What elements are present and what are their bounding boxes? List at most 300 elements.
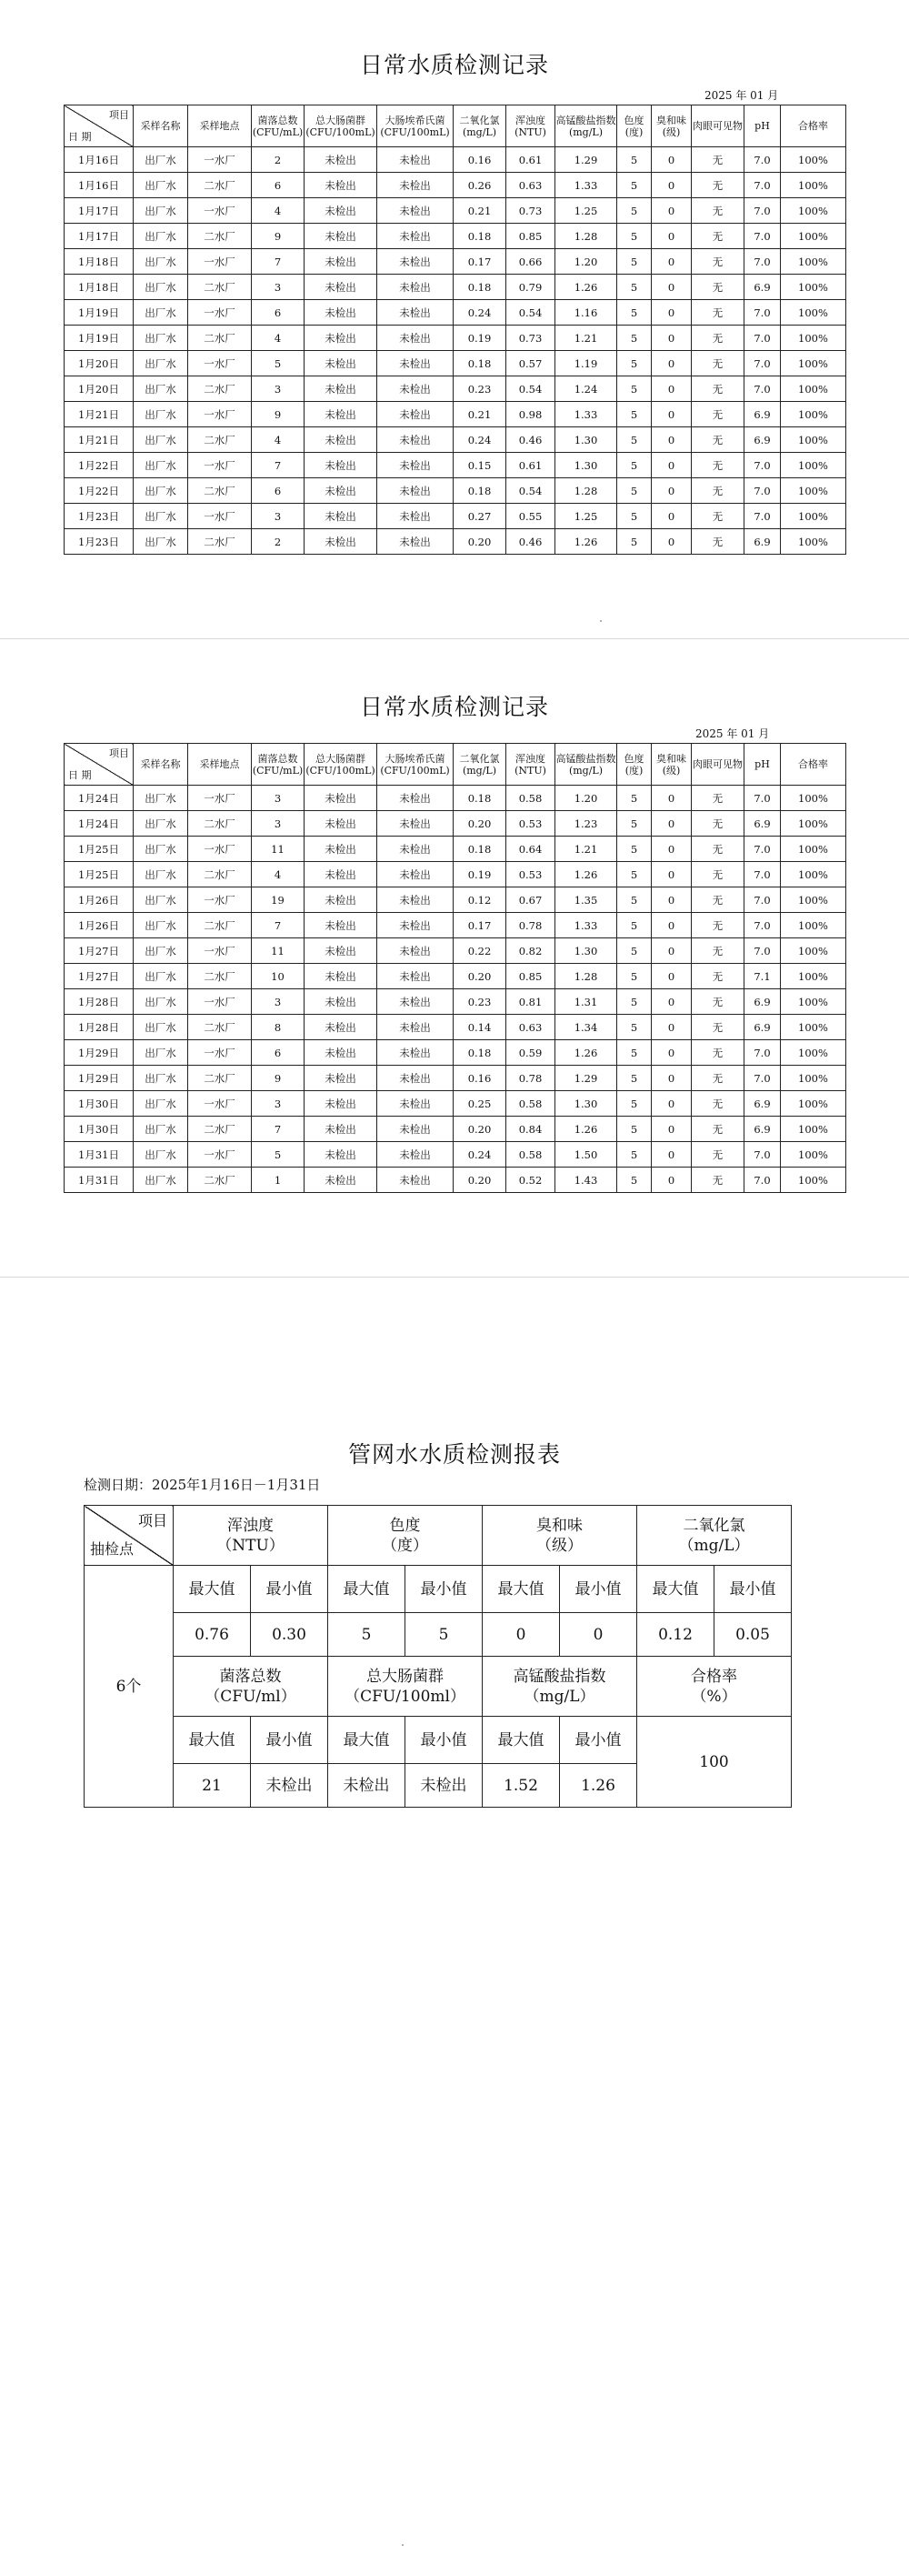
table-cell: 0.22 xyxy=(454,938,506,964)
table-cell: 1.23 xyxy=(555,811,617,837)
table-cell: 0.18 xyxy=(454,1040,506,1066)
table-row xyxy=(65,427,846,453)
table-cell: 0.78 xyxy=(506,913,555,938)
table-cell: 0 xyxy=(652,1091,692,1117)
table-cell: 无 xyxy=(692,478,744,504)
table-cell: 一水厂 xyxy=(188,402,252,427)
table-cell: 无 xyxy=(692,887,744,913)
table-cell: 5 xyxy=(617,811,652,837)
table-cell: 未检出 xyxy=(377,862,454,887)
table-cell: 0 xyxy=(652,1066,692,1091)
table-cell: 未检出 xyxy=(305,1117,377,1142)
corner-header-bottom: 日 期 xyxy=(68,131,92,143)
table-cell: 6.9 xyxy=(744,402,781,427)
table-cell: 二水厂 xyxy=(188,478,252,504)
table-cell: 0.57 xyxy=(506,351,555,376)
table-cell: 0.53 xyxy=(506,811,555,837)
table-cell: 5 xyxy=(617,1117,652,1142)
table-cell: 0 xyxy=(652,402,692,427)
table-row xyxy=(65,453,846,478)
table-cell: 二水厂 xyxy=(188,964,252,989)
table-cell: 0.63 xyxy=(506,173,555,198)
table-cell: 0.27 xyxy=(454,504,506,529)
table-row xyxy=(65,1142,846,1168)
table-cell: 未检出 xyxy=(305,326,377,351)
table-cell: 7.0 xyxy=(744,938,781,964)
column-header: 高锰酸盐指数(mg/L) xyxy=(555,744,617,786)
table-cell: 二水厂 xyxy=(188,173,252,198)
column-header: 高锰酸盐指数(mg/L) xyxy=(555,105,617,147)
table-cell: 一水厂 xyxy=(188,1142,252,1168)
table-cell: 未检出 xyxy=(305,989,377,1015)
summary-group-header: 浑浊度 （NTU） xyxy=(174,1506,328,1566)
table-cell: 未检出 xyxy=(377,173,454,198)
table-cell: 0.46 xyxy=(506,427,555,453)
table-cell: 4 xyxy=(252,326,305,351)
table-cell: 100% xyxy=(781,837,846,862)
table-cell: 无 xyxy=(692,427,744,453)
table-cell: 100% xyxy=(781,504,846,529)
table-cell: 一水厂 xyxy=(188,837,252,862)
min-label: 最小值 xyxy=(560,1566,637,1613)
table-cell: 0.79 xyxy=(506,275,555,300)
table-cell: 100% xyxy=(781,786,846,811)
column-header: 二氧化氯(mg/L) xyxy=(454,744,506,786)
table-cell: 无 xyxy=(692,529,744,555)
table-cell: 未检出 xyxy=(377,1117,454,1142)
table-cell: 无 xyxy=(692,402,744,427)
table-cell: 1.19 xyxy=(555,351,617,376)
table-cell: 3 xyxy=(252,275,305,300)
table-cell: 出厂水 xyxy=(134,1066,188,1091)
table-cell: 1.16 xyxy=(555,300,617,326)
table-cell: 0.21 xyxy=(454,402,506,427)
table-row xyxy=(65,249,846,275)
table-cell: 5 xyxy=(617,427,652,453)
table-cell: 0 xyxy=(652,1142,692,1168)
table-cell: 出厂水 xyxy=(134,1040,188,1066)
table-cell: 6.9 xyxy=(744,529,781,555)
column-header: 浑浊度(NTU) xyxy=(506,744,555,786)
table-cell: 0.84 xyxy=(506,1117,555,1142)
table-cell: 0.85 xyxy=(506,964,555,989)
summary-group-header: 菌落总数 （CFU/ml） xyxy=(174,1657,328,1717)
table-cell: 7.0 xyxy=(744,173,781,198)
column-header: 大肠埃希氏菌(CFU/100mL) xyxy=(377,105,454,147)
table-cell: 未检出 xyxy=(377,478,454,504)
table-cell: 0.20 xyxy=(454,529,506,555)
table-cell: 未检出 xyxy=(377,147,454,173)
table-row xyxy=(65,198,846,224)
summary-point-count: 6个 xyxy=(85,1566,174,1808)
table-cell: 1.26 xyxy=(555,275,617,300)
table-cell: 5 xyxy=(617,1015,652,1040)
max-label: 最大值 xyxy=(174,1566,251,1613)
table-cell: 0.58 xyxy=(506,1142,555,1168)
table-cell: 5 xyxy=(617,1066,652,1091)
table-cell: 二水厂 xyxy=(188,1066,252,1091)
table-cell: 100% xyxy=(781,1066,846,1091)
min-label: 最小值 xyxy=(560,1717,637,1764)
table-cell: 0.25 xyxy=(454,1091,506,1117)
table-cell: 出厂水 xyxy=(134,1117,188,1142)
table-cell: 6 xyxy=(252,300,305,326)
table-row xyxy=(65,786,846,811)
table-cell: 出厂水 xyxy=(134,913,188,938)
table-cell: 出厂水 xyxy=(134,275,188,300)
column-header: 总大肠菌群(CFU/100mL) xyxy=(305,744,377,786)
table-cell: 0 xyxy=(652,529,692,555)
table-cell: 6.9 xyxy=(744,1091,781,1117)
table-cell: 未检出 xyxy=(377,224,454,249)
record-date-note-1: 2025 年 01 月 xyxy=(704,89,779,102)
table-cell: 二水厂 xyxy=(188,529,252,555)
table-cell: 0.64 xyxy=(506,837,555,862)
table-cell: 5 xyxy=(617,837,652,862)
table-cell: 5 xyxy=(617,529,652,555)
table-cell: 0 xyxy=(652,811,692,837)
column-header: 采样名称 xyxy=(134,105,188,147)
table-cell: 0.63 xyxy=(506,1015,555,1040)
table-cell: 5 xyxy=(617,862,652,887)
table-cell: 无 xyxy=(692,862,744,887)
table-cell: 6.9 xyxy=(744,1015,781,1040)
table-cell: 100% xyxy=(781,887,846,913)
table-cell: 0.20 xyxy=(454,964,506,989)
table-cell: 5 xyxy=(617,913,652,938)
min-label: 最小值 xyxy=(405,1566,483,1613)
table-cell: 未检出 xyxy=(305,938,377,964)
table-cell: 未检出 xyxy=(377,427,454,453)
table-cell: 无 xyxy=(692,504,744,529)
table-cell: 100% xyxy=(781,402,846,427)
summary-pass-rate-value: 100 xyxy=(637,1717,792,1808)
table-cell: 未检出 xyxy=(377,504,454,529)
table-cell: 无 xyxy=(692,989,744,1015)
column-header: 臭和味(级) xyxy=(652,744,692,786)
table-cell: 0 xyxy=(652,989,692,1015)
table-row xyxy=(65,504,846,529)
table-cell: 二水厂 xyxy=(188,862,252,887)
table-cell: 0.23 xyxy=(454,376,506,402)
date-cell: 1月29日 xyxy=(65,1066,134,1091)
summary-group-header: 总大肠菌群 （CFU/100ml） xyxy=(328,1657,483,1717)
table-cell: 5 xyxy=(252,351,305,376)
table-cell: 一水厂 xyxy=(188,504,252,529)
table-cell: 6.9 xyxy=(744,989,781,1015)
table-cell: 出厂水 xyxy=(134,964,188,989)
table-cell: 1.29 xyxy=(555,147,617,173)
table-cell: 未检出 xyxy=(377,198,454,224)
table-cell: 未检出 xyxy=(305,275,377,300)
table-cell: 100% xyxy=(781,427,846,453)
table-cell: 出厂水 xyxy=(134,147,188,173)
table-cell: 7.0 xyxy=(744,786,781,811)
summary-corner-top: 项目 xyxy=(137,1512,167,1529)
table-cell: 无 xyxy=(692,300,744,326)
summary-value: 0 xyxy=(483,1613,560,1657)
table-cell: 二水厂 xyxy=(188,275,252,300)
table-cell: 7 xyxy=(252,913,305,938)
table-cell: 7.0 xyxy=(744,376,781,402)
table-row xyxy=(65,402,846,427)
table-cell: 未检出 xyxy=(305,786,377,811)
table-cell: 3 xyxy=(252,811,305,837)
table-cell: 5 xyxy=(617,989,652,1015)
date-cell: 1月29日 xyxy=(65,1040,134,1066)
table-cell: 1.33 xyxy=(555,402,617,427)
date-cell: 1月27日 xyxy=(65,964,134,989)
column-header: 肉眼可见物 xyxy=(692,744,744,786)
table-cell: 4 xyxy=(252,862,305,887)
min-label: 最小值 xyxy=(251,1566,328,1613)
summary-table xyxy=(84,1505,792,1808)
table-row xyxy=(65,938,846,964)
table-cell: 5 xyxy=(617,326,652,351)
table-cell: 二水厂 xyxy=(188,326,252,351)
table-cell: 100% xyxy=(781,1168,846,1193)
table-cell: 1.35 xyxy=(555,887,617,913)
table-cell: 一水厂 xyxy=(188,1091,252,1117)
table-cell: 9 xyxy=(252,224,305,249)
table-cell: 未检出 xyxy=(305,887,377,913)
table-cell: 0.73 xyxy=(506,326,555,351)
table-cell: 0.54 xyxy=(506,300,555,326)
table-cell: 0.53 xyxy=(506,862,555,887)
table-cell: 0.20 xyxy=(454,811,506,837)
table-cell: 未检出 xyxy=(305,837,377,862)
table-cell: 一水厂 xyxy=(188,249,252,275)
table-cell: 0 xyxy=(652,147,692,173)
table-cell: 6.9 xyxy=(744,427,781,453)
table-cell: 1.26 xyxy=(555,529,617,555)
table-cell: 无 xyxy=(692,837,744,862)
table-cell: 4 xyxy=(252,198,305,224)
table-cell: 0 xyxy=(652,887,692,913)
table-cell: 0.82 xyxy=(506,938,555,964)
date-cell: 1月17日 xyxy=(65,224,134,249)
table-cell: 0.58 xyxy=(506,786,555,811)
table-cell: 二水厂 xyxy=(188,1117,252,1142)
table-cell: 0 xyxy=(652,453,692,478)
table-cell: 无 xyxy=(692,326,744,351)
table-cell: 2 xyxy=(252,529,305,555)
table-cell: 一水厂 xyxy=(188,989,252,1015)
table-row xyxy=(65,326,846,351)
record-table-1 xyxy=(64,105,846,555)
table-cell: 5 xyxy=(252,1142,305,1168)
table-cell: 出厂水 xyxy=(134,249,188,275)
table-cell: 一水厂 xyxy=(188,786,252,811)
table-cell: 未检出 xyxy=(305,402,377,427)
table-cell: 0.20 xyxy=(454,1168,506,1193)
table-cell: 出厂水 xyxy=(134,173,188,198)
table-row xyxy=(65,147,846,173)
table-cell: 1.31 xyxy=(555,989,617,1015)
table-row xyxy=(65,478,846,504)
table-cell: 7.0 xyxy=(744,1040,781,1066)
table-cell: 0 xyxy=(652,300,692,326)
table-cell: 5 xyxy=(617,402,652,427)
table-cell: 3 xyxy=(252,1091,305,1117)
table-cell: 无 xyxy=(692,964,744,989)
table-cell: 100% xyxy=(781,275,846,300)
date-cell: 1月19日 xyxy=(65,326,134,351)
table-cell: 0.24 xyxy=(454,427,506,453)
date-cell: 1月31日 xyxy=(65,1142,134,1168)
table-cell: 0 xyxy=(652,427,692,453)
table-cell: 未检出 xyxy=(377,811,454,837)
table-cell: 1.24 xyxy=(555,376,617,402)
table-cell: 出厂水 xyxy=(134,453,188,478)
table-cell: 一水厂 xyxy=(188,198,252,224)
table-cell: 5 xyxy=(617,275,652,300)
table-cell: 1 xyxy=(252,1168,305,1193)
table-cell: 5 xyxy=(617,478,652,504)
table-cell: 出厂水 xyxy=(134,938,188,964)
table-cell: 0 xyxy=(652,249,692,275)
table-cell: 8 xyxy=(252,1015,305,1040)
table-cell: 无 xyxy=(692,1117,744,1142)
table-cell: 0.18 xyxy=(454,478,506,504)
table-cell: 7.0 xyxy=(744,1142,781,1168)
table-cell: 0 xyxy=(652,326,692,351)
min-label: 最小值 xyxy=(405,1717,483,1764)
table-cell: 0.59 xyxy=(506,1040,555,1066)
table-cell: 未检出 xyxy=(305,1040,377,1066)
table-cell: 二水厂 xyxy=(188,913,252,938)
table-cell: 9 xyxy=(252,402,305,427)
table-cell: 一水厂 xyxy=(188,1040,252,1066)
table-cell: 无 xyxy=(692,453,744,478)
table-cell: 出厂水 xyxy=(134,862,188,887)
column-header: 臭和味(级) xyxy=(652,105,692,147)
table-cell: 0 xyxy=(652,1040,692,1066)
table-cell: 1.25 xyxy=(555,504,617,529)
table-cell: 出厂水 xyxy=(134,224,188,249)
date-cell: 1月23日 xyxy=(65,504,134,529)
table-cell: 0.55 xyxy=(506,504,555,529)
table-cell: 未检出 xyxy=(305,427,377,453)
table-cell: 1.34 xyxy=(555,1015,617,1040)
table-cell: 二水厂 xyxy=(188,1015,252,1040)
table-cell: 二水厂 xyxy=(188,224,252,249)
table-cell: 一水厂 xyxy=(188,887,252,913)
table-cell: 100% xyxy=(781,173,846,198)
scan-speck xyxy=(600,620,602,622)
table-row xyxy=(65,837,846,862)
column-header: 色度(度) xyxy=(617,744,652,786)
table-cell: 无 xyxy=(692,173,744,198)
table-cell: 0.54 xyxy=(506,478,555,504)
table-cell: 1.29 xyxy=(555,1066,617,1091)
table-cell: 无 xyxy=(692,351,744,376)
table-cell: 未检出 xyxy=(377,786,454,811)
table-cell: 未检出 xyxy=(377,964,454,989)
table-cell: 0.12 xyxy=(454,887,506,913)
table-row xyxy=(65,275,846,300)
table-cell: 0.73 xyxy=(506,198,555,224)
table-cell: 未检出 xyxy=(377,1066,454,1091)
table-cell: 5 xyxy=(617,1091,652,1117)
table-cell: 无 xyxy=(692,275,744,300)
table-cell: 11 xyxy=(252,938,305,964)
table-cell: 7.0 xyxy=(744,453,781,478)
summary-value: 5 xyxy=(328,1613,405,1657)
table-cell: 5 xyxy=(617,249,652,275)
table-cell: 1.26 xyxy=(555,862,617,887)
table-cell: 未检出 xyxy=(305,1091,377,1117)
table-cell: 未检出 xyxy=(377,837,454,862)
page-divider-2 xyxy=(0,1277,909,1278)
table-cell: 10 xyxy=(252,964,305,989)
table-cell: 0 xyxy=(652,351,692,376)
table-cell: 100% xyxy=(781,1117,846,1142)
scan-speck xyxy=(402,2544,404,2546)
table-cell: 1.26 xyxy=(555,1040,617,1066)
table-row xyxy=(65,887,846,913)
table-row xyxy=(65,1091,846,1117)
table-cell: 5 xyxy=(617,887,652,913)
table-cell: 出厂水 xyxy=(134,198,188,224)
table-cell: 未检出 xyxy=(305,529,377,555)
summary-value: 1.52 xyxy=(483,1764,560,1808)
max-label: 最大值 xyxy=(328,1566,405,1613)
summary-pass-rate-header: 合格率 （%） xyxy=(637,1657,792,1717)
table-cell: 1.50 xyxy=(555,1142,617,1168)
table-cell: 未检出 xyxy=(305,862,377,887)
table-cell: 出厂水 xyxy=(134,478,188,504)
record-title-2: 日常水质检测记录 xyxy=(359,694,549,720)
table-cell: 1.30 xyxy=(555,1091,617,1117)
max-label: 最大值 xyxy=(174,1717,251,1764)
table-row xyxy=(65,224,846,249)
max-label: 最大值 xyxy=(483,1717,560,1764)
summary-value: 0.76 xyxy=(174,1613,251,1657)
table-cell: 0.78 xyxy=(506,1066,555,1091)
table-cell: 1.28 xyxy=(555,478,617,504)
table-cell: 未检出 xyxy=(377,402,454,427)
date-cell: 1月17日 xyxy=(65,198,134,224)
table-cell: 出厂水 xyxy=(134,504,188,529)
table-cell: 11 xyxy=(252,837,305,862)
table-cell: 未检出 xyxy=(305,1066,377,1091)
table-cell: 0.21 xyxy=(454,198,506,224)
column-header: 采样地点 xyxy=(188,105,252,147)
table-cell: 无 xyxy=(692,1040,744,1066)
summary-value: 0.05 xyxy=(714,1613,792,1657)
table-cell: 未检出 xyxy=(377,351,454,376)
summary-corner-cell xyxy=(85,1506,174,1566)
table-cell: 100% xyxy=(781,249,846,275)
table-cell: 7.0 xyxy=(744,862,781,887)
table-cell: 7.0 xyxy=(744,147,781,173)
table-cell: 一水厂 xyxy=(188,300,252,326)
table-row xyxy=(65,811,846,837)
date-cell: 1月30日 xyxy=(65,1117,134,1142)
table-cell: 0.18 xyxy=(454,351,506,376)
table-cell: 0.26 xyxy=(454,173,506,198)
table-cell: 未检出 xyxy=(377,938,454,964)
table-cell: 未检出 xyxy=(305,453,377,478)
table-cell: 7.0 xyxy=(744,300,781,326)
table-cell: 6.9 xyxy=(744,811,781,837)
table-cell: 无 xyxy=(692,1142,744,1168)
date-cell: 1月18日 xyxy=(65,275,134,300)
table-cell: 未检出 xyxy=(305,964,377,989)
table-cell: 5 xyxy=(617,1142,652,1168)
table-cell: 未检出 xyxy=(305,1168,377,1193)
